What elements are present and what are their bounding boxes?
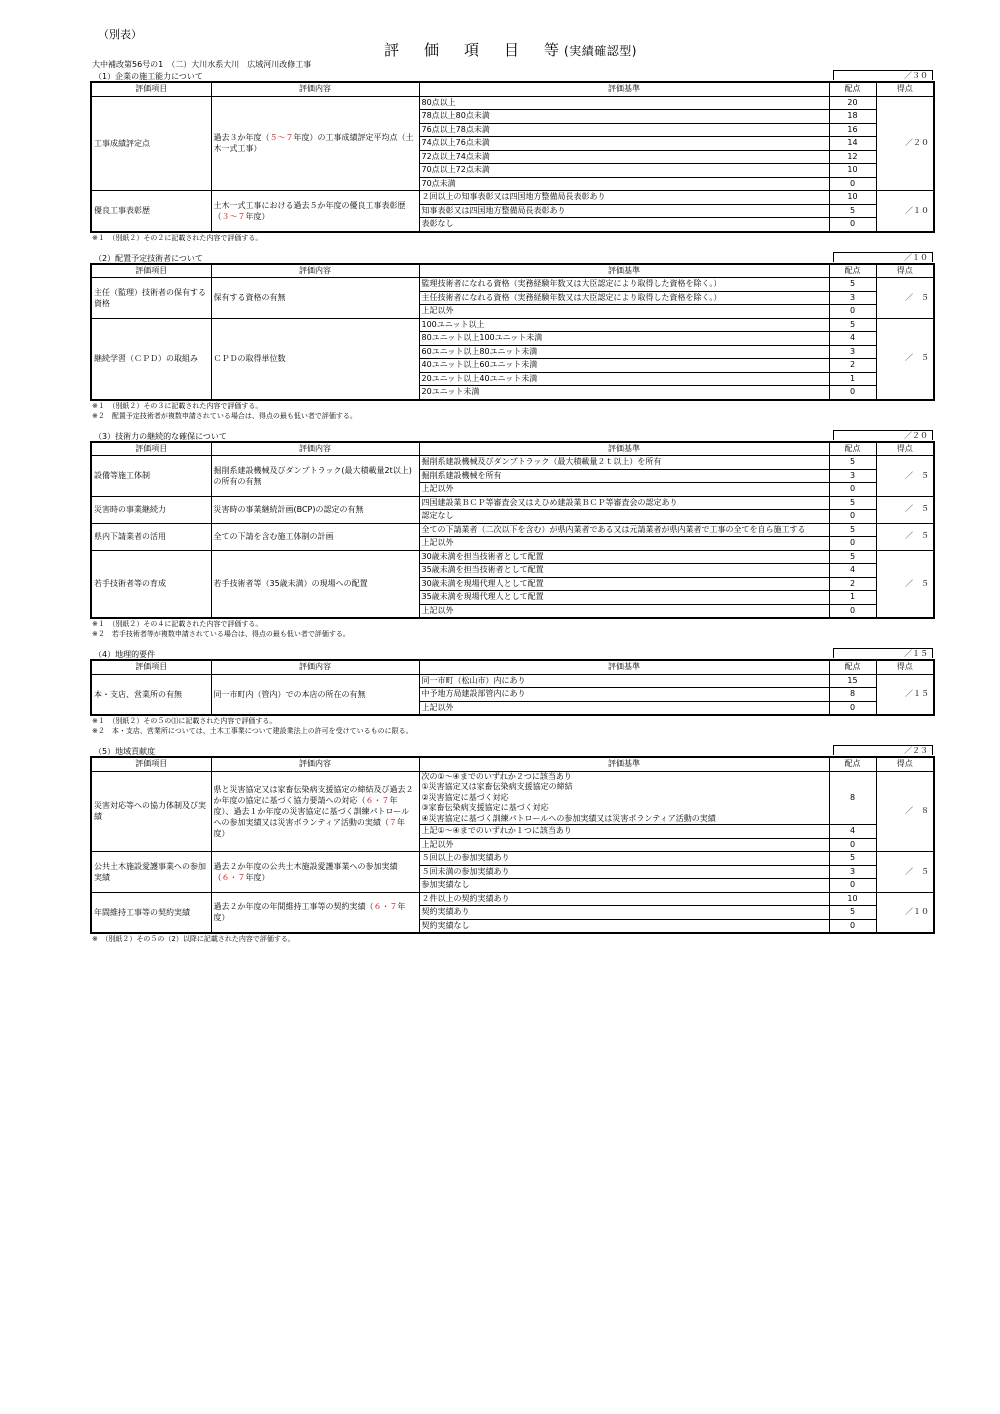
points-cell: 5 [829, 550, 876, 564]
eval-item: 本・支店、営業所の有無 [91, 674, 211, 715]
points-cell: 14 [829, 137, 876, 151]
section-total: ／１５ [833, 648, 933, 658]
criteria-cell: 80点以上 [419, 96, 829, 110]
criteria-cell: 20ユニット以上40ユニット未満 [419, 372, 829, 386]
criteria-cell: 76点以上78点未満 [419, 123, 829, 137]
points-cell: 0 [829, 537, 876, 551]
col-header: 評価内容 [211, 660, 419, 674]
col-header: 評価基準 [419, 264, 829, 278]
evaluation-table [90, 756, 935, 934]
criteria-cell: 同一市町（松山市）内にあり [419, 674, 829, 688]
criteria-cell: 74点以上76点未満 [419, 137, 829, 151]
points-cell: 2 [829, 577, 876, 591]
col-header: 得点 [876, 442, 934, 456]
criteria-cell: 40ユニット以上60ユニット未満 [419, 359, 829, 373]
section-total: ／３０ [833, 70, 933, 80]
section-title: （1）企業の施工能力について [94, 72, 203, 81]
criteria-cell: 78点以上80点未満 [419, 110, 829, 124]
score-cell: ／１０ [876, 191, 934, 232]
criteria-cell: 80ユニット以上100ユニット未満 [419, 332, 829, 346]
score-cell: ／２０ [876, 96, 934, 191]
criteria-cell: 上記以外 [419, 305, 829, 319]
col-header: 評価内容 [211, 442, 419, 456]
col-header: 評価内容 [211, 757, 419, 771]
criteria-cell: 掘削系建設機械及びダンプトラック（最大積載量２ｔ以上）を所有 [419, 456, 829, 470]
section-total: ／２０ [833, 430, 933, 440]
points-cell: 4 [829, 825, 876, 839]
eval-item: 設備等施工体制 [91, 456, 211, 497]
col-header: 評価基準 [419, 660, 829, 674]
points-cell: 0 [829, 701, 876, 715]
score-cell: ／ ８ [876, 771, 934, 852]
footnote: ※１ （別紙２）その３に記載された内容で評価する。 [92, 401, 263, 410]
col-header: 配点 [829, 660, 876, 674]
document-header [90, 26, 933, 70]
section-title: （5）地域貢献度 [94, 747, 156, 756]
criteria-cell: ２回以上の知事表彰又は四国地方整備局長表彰あり [419, 191, 829, 205]
eval-content: ＣＰＤの取得単位数 [211, 318, 419, 400]
criteria-cell: 全ての下請業者（二次以下を含む）が県内業者である又は元請業者が県内業者で工事の全てを自ら施工する [419, 523, 829, 537]
col-header: 評価項目 [91, 660, 211, 674]
section-title: （4）地理的要件 [94, 650, 156, 659]
col-header: 配点 [829, 264, 876, 278]
points-cell: 1 [829, 372, 876, 386]
points-cell: 4 [829, 332, 876, 346]
points-cell: 8 [829, 688, 876, 702]
criteria-cell: 30歳未満を現場代理人として配置 [419, 577, 829, 591]
footnote: ※ （別紙２）その５の（2）以降に記載された内容で評価する。 [92, 935, 295, 943]
eval-item: 主任（監理）技術者の保有する資格 [91, 278, 211, 319]
col-header: 評価基準 [419, 82, 829, 96]
col-header: 得点 [876, 757, 934, 771]
score-cell: ／ ５ [876, 278, 934, 319]
col-header: 得点 [876, 264, 934, 278]
points-cell: 5 [829, 278, 876, 292]
criteria-cell: 参加実績なし [419, 879, 829, 893]
eval-item: 年間維持工事等の契約実績 [91, 892, 211, 933]
criteria-cell: 60ユニット以上80ユニット未満 [419, 345, 829, 359]
points-cell: 0 [829, 218, 876, 232]
criteria-cell: ２件以上の契約実績あり [419, 892, 829, 906]
col-header: 評価項目 [91, 264, 211, 278]
score-cell: ／ ５ [876, 456, 934, 497]
criteria-cell: 30歳未満を担当技術者として配置 [419, 550, 829, 564]
points-cell: 1 [829, 591, 876, 605]
eval-content: 同一市町内（管内）での本店の所在の有無 [211, 674, 419, 715]
score-cell: ／ ５ [876, 852, 934, 893]
points-cell: 10 [829, 164, 876, 178]
eval-content: 県と災害協定又は家畜伝染病支援協定の締結及び過去２か年度の協定に基づく協力要請への対応（６・７年度）、過去１か年度の災害協定に基づく訓練パトロールへの参加実績又は災害ボランティア活動の実績（７年度） [211, 771, 419, 852]
evaluation-table [90, 263, 935, 401]
points-cell: 5 [829, 906, 876, 920]
points-cell: 18 [829, 110, 876, 124]
points-cell: 5 [829, 496, 876, 510]
criteria-cell: 70点未満 [419, 177, 829, 191]
evaluation-table [90, 81, 935, 233]
points-cell: 20 [829, 96, 876, 110]
col-header: 評価内容 [211, 264, 419, 278]
eval-item: 災害時の事業継続力 [91, 496, 211, 523]
evaluation-table [90, 441, 935, 620]
footnote: ※２ 配置予定技術者が複数申請されている場合は、得点の最も低い者で評価する。 [92, 411, 357, 420]
criteria-cell: 35歳未満を現場代理人として配置 [419, 591, 829, 605]
col-header: 配点 [829, 757, 876, 771]
points-cell: 12 [829, 150, 876, 164]
points-cell: 5 [829, 852, 876, 866]
criteria-cell: ５回以上の参加実績あり [419, 852, 829, 866]
footnote: ※１ （別紙２）その２に記載された内容で評価する。 [92, 233, 263, 242]
criteria-cell: 70点以上72点未満 [419, 164, 829, 178]
points-cell: 3 [829, 469, 876, 483]
section-engineers [90, 252, 933, 421]
criteria-cell: 上記以外 [419, 701, 829, 715]
footnote: ※２ 若手技術者等が複数申請されている場合は、得点の最も低い者で評価する。 [92, 630, 350, 638]
criteria-cell: 上記以外 [419, 838, 829, 852]
criteria-cell: 知事表彰又は四国地方整備局長表彰あり [419, 204, 829, 218]
points-cell: 0 [829, 177, 876, 191]
criteria-cell: 35歳未満を担当技術者として配置 [419, 564, 829, 578]
col-header: 得点 [876, 660, 934, 674]
criteria-cell: 上記以外 [419, 537, 829, 551]
criteria-cell: 掘削系建設機械を所有 [419, 469, 829, 483]
points-cell: 0 [829, 305, 876, 319]
eval-content: 若手技術者等（35歳未満）の現場への配置 [211, 550, 419, 618]
eval-content: 災害時の事業継続計画(BCP)の認定の有無 [211, 496, 419, 523]
points-cell: 0 [829, 510, 876, 524]
col-header: 配点 [829, 82, 876, 96]
points-cell: 0 [829, 483, 876, 497]
criteria-cell: 四国建設業ＢＣＰ等審査会又はえひめ建設業ＢＣＰ等審査会の認定あり [419, 496, 829, 510]
points-cell: 10 [829, 892, 876, 906]
score-cell: ／ ５ [876, 318, 934, 400]
eval-item: 優良工事表彰歴 [91, 191, 211, 232]
criteria-cell: 契約実績あり [419, 906, 829, 920]
section-title: （2）配置予定技術者について [94, 253, 203, 263]
eval-content: 土木一式工事における過去５か年度の優良工事表彰歴（３～７年度） [211, 191, 419, 232]
eval-content: 過去３か年度（５～７年度）の工事成績評定平均点（土木一式工事） [211, 96, 419, 191]
footnote: ※１ （別紙２）その５の⑴に記載された内容で評価する。 [92, 717, 277, 725]
points-cell: 0 [829, 604, 876, 618]
criteria-cell: 表彰なし [419, 218, 829, 232]
criteria-cell: 上記以外 [419, 483, 829, 497]
eval-item: 継続学習（ＣＰＤ）の取組み [91, 318, 211, 400]
points-cell: 5 [829, 523, 876, 537]
criteria-cell: 認定なし [419, 510, 829, 524]
evaluation-table [90, 659, 935, 716]
criteria-cell: 20ユニット未満 [419, 386, 829, 400]
points-cell: 16 [829, 123, 876, 137]
eval-item: 災害対応等への協力体制及び実績 [91, 771, 211, 852]
eval-item: 公共土木施設愛護事業への参加実績 [91, 852, 211, 893]
eval-content: 過去２か年度の公共土木施設愛護事業への参加実績（６・７年度） [211, 852, 419, 893]
points-cell: 3 [829, 345, 876, 359]
footnote: ※２ 本・支店、営業所については、土木工事業について建設業法上の許可を受けているものに限る。 [92, 727, 413, 735]
section-geographic [90, 648, 933, 736]
points-cell: 8 [829, 771, 876, 825]
score-cell: ／ ５ [876, 550, 934, 618]
col-header: 評価項目 [91, 757, 211, 771]
points-cell: 3 [829, 291, 876, 305]
section-total: ／２３ [833, 745, 933, 755]
points-cell: 0 [829, 838, 876, 852]
section-construction-ability [90, 70, 933, 243]
section-total: ／１０ [833, 252, 933, 262]
eval-item: 工事成績評定点 [91, 96, 211, 191]
section-community-contribution [90, 745, 933, 944]
points-cell: 0 [829, 879, 876, 893]
col-header: 評価基準 [419, 757, 829, 771]
score-cell: ／１０ [876, 892, 934, 933]
criteria-cell: 監理技術者になれる資格（実務経験年数又は大臣認定により取得した資格を除く。） [419, 278, 829, 292]
points-cell: 4 [829, 564, 876, 578]
criteria-cell: ５回未満の参加実績あり [419, 865, 829, 879]
criteria-cell: 72点以上74点未満 [419, 150, 829, 164]
col-header: 得点 [876, 82, 934, 96]
criteria-cell: 中予地方局建設部管内にあり [419, 688, 829, 702]
eval-item: 県内下請業者の活用 [91, 523, 211, 550]
criteria-cell: 上記①～④までのいずれか１つに該当あり [419, 825, 829, 839]
points-cell: 2 [829, 359, 876, 373]
col-header: 評価基準 [419, 442, 829, 456]
score-cell: ／ ５ [876, 523, 934, 550]
section-technical-capacity [90, 430, 933, 640]
col-header: 配点 [829, 442, 876, 456]
criteria-cell: 次の①～④までのいずれか２つに該当あり ①災害協定又は家畜伝染病支援協定の締結 ②災害協定に基づく対応 ③家畜伝染病支援協定に基づく対応 ④災害協定に基づく訓練パトロールへの参加実績又は災害ボランティア活動の実績 [419, 771, 829, 825]
col-header: 評価内容 [211, 82, 419, 96]
evaluation-sheet [90, 26, 933, 953]
eval-content: 保有する資格の有無 [211, 278, 419, 319]
section-title: （3）技術力の継続的な確保について [94, 431, 227, 441]
col-header: 評価項目 [91, 442, 211, 456]
points-cell: 3 [829, 865, 876, 879]
project-name: 大中補改第56号の1 （二）大川水系大川 広域河川改修工事 [92, 60, 312, 69]
eval-item: 若手技術者等の育成 [91, 550, 211, 618]
criteria-cell: 上記以外 [419, 604, 829, 618]
footnote: ※１ （別紙２）その４に記載された内容で評価する。 [92, 620, 263, 628]
eval-content: 過去２か年度の年間維持工事等の契約実績（６・７年度） [211, 892, 419, 933]
eval-content: 全ての下請を含む施工体制の計画 [211, 523, 419, 550]
score-cell: ／１５ [876, 674, 934, 715]
points-cell: 5 [829, 456, 876, 470]
score-cell: ／ ５ [876, 496, 934, 523]
points-cell: 0 [829, 919, 876, 933]
criteria-cell: 主任技術者になれる資格（実務経験年数又は大臣認定により取得した資格を除く。） [419, 291, 829, 305]
page-subtitle: (実績確認型) [564, 44, 637, 58]
points-cell: 0 [829, 386, 876, 400]
points-cell: 15 [829, 674, 876, 688]
points-cell: 5 [829, 318, 876, 332]
points-cell: 5 [829, 204, 876, 218]
col-header: 評価項目 [91, 82, 211, 96]
points-cell: 10 [829, 191, 876, 205]
eval-content: 掘削系建設機械及びダンプトラック(最大積載量2t以上)の所有の有無 [211, 456, 419, 497]
page-title: 評 価 項 目 等(実績確認型) [384, 41, 637, 59]
criteria-cell: 契約実績なし [419, 919, 829, 933]
appendix-label: （別表） [98, 28, 142, 41]
criteria-cell: 100ユニット以上 [419, 318, 829, 332]
